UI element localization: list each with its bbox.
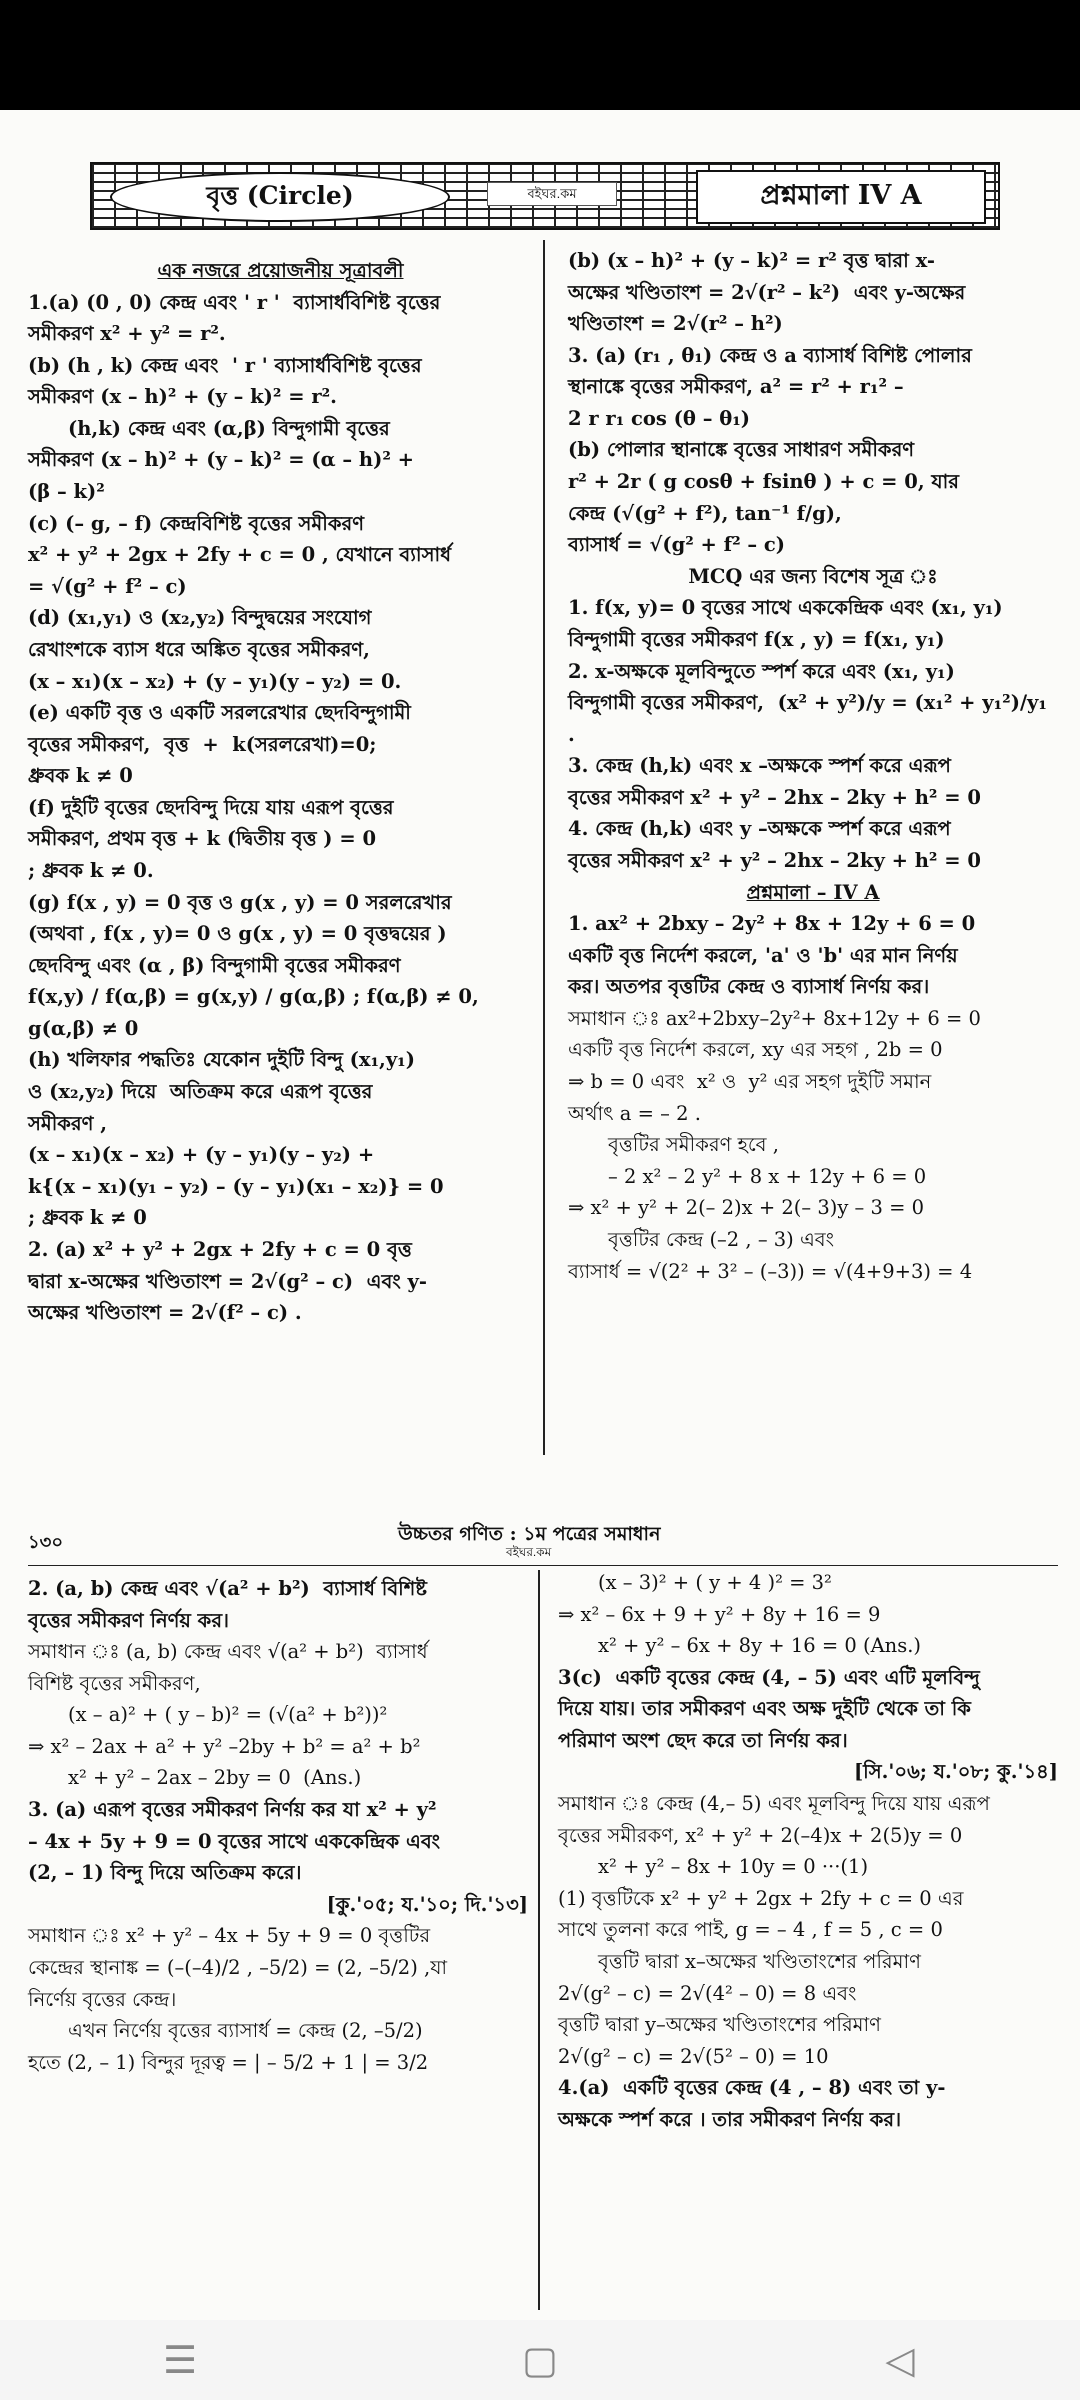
text-line: 1. f(x, y)= 0 বৃত্তের সাথে এককেন্দ্রিক এবং (x₁, y₁) xyxy=(568,596,1003,620)
home-icon[interactable]: ▢ xyxy=(522,2338,558,2382)
text-line: (x – a)² + ( y – b)² = (√(a² + b²))² xyxy=(68,1703,388,1727)
text-line: (x – x₁)(x – x₂) + (y – y₁)(y – y₂) = 0. xyxy=(28,669,402,693)
text-line: 1.(a) (0 , 0) কেন্দ্র এবং ' r ' ব্যাসার্ধবিশিষ্ট বৃত্তের xyxy=(28,290,441,314)
text-line: সমীকরণ , xyxy=(28,1111,108,1135)
text-line: কেন্দ্রের স্থানাঙ্ক = (–(–4)/2 , –5/2) = (2, –5/2) ,যা xyxy=(28,1955,448,1979)
text-line: এক নজরে প্রয়োজনীয় সূত্রাবলী xyxy=(157,259,404,282)
text-line: প্রশ্নমালা – IV A xyxy=(746,880,880,904)
text-line: অক্ষের খণ্ডিতাংশ = 2√(r² – k²) এবং y-অক্ষের xyxy=(568,280,966,304)
text-line: = √(g² + f² – c) xyxy=(28,574,187,598)
text-line: বিন্দুগামী বৃত্তের সমীকরণ f(x , y) = f(x₁, y₁) xyxy=(568,627,945,651)
text-line: (b) (x – h)² + (y – k)² = r² বৃত্ত দ্বারা x- xyxy=(568,249,935,272)
text-line: বিন্দুগামী বৃত্তের সমীকরণ, (x² + y²)/y = (x₁² + y₁²)/y₁ . xyxy=(568,691,1054,746)
text-line: ব্যাসার্ধ = √(g² + f² – c) xyxy=(568,533,786,557)
text-line: ছেদবিন্দু এবং (α , β) বিন্দুগামী বৃত্তের সমীকরণ xyxy=(28,953,401,977)
text-line: সমীকরণ x² + y² = r². xyxy=(28,322,226,346)
text-line: সমাধান ঃ (a, b) কেন্দ্র এবং √(a² + b²) ব্যাসার্ধ xyxy=(28,1640,428,1664)
text-line: 2. (a, b) কেন্দ্র এবং √(a² + b²) ব্যাসার্ধ বিশিষ্ট xyxy=(28,1577,427,1600)
book-subtitle: বইঘর.কম xyxy=(506,1545,552,1559)
text-line: 2√(g² – c) = 2√(5² – 0) = 10 xyxy=(558,2044,829,2068)
text-line: সমীকরণ (x – h)² + (y – k)² = r². xyxy=(28,385,337,409)
text-line: কর। অতপর বৃত্তটির কেন্দ্র ও ব্যাসার্ধ নির্ণয় কর। xyxy=(568,975,930,999)
text-line: বৃত্তটি দ্বারা y–অক্ষের খণ্ডিতাংশের পরিমাণ xyxy=(558,2013,881,2037)
text-line: 3(c) একটি বৃত্তের কেন্দ্র (4, – 5) এবং এটি মূলবিন্দু xyxy=(558,1665,980,1689)
page-header xyxy=(28,1520,1058,1566)
book-title: উচ্চতর গণিত : ১ম পত্রের সমাধান xyxy=(398,1523,661,1545)
text-line: সমাধান ঃ ax²+2bxy–2y²+ 8x+12y + 6 = 0 xyxy=(568,1006,981,1030)
text-line: বৃত্তের সমীকরণ x² + y² – 2hx – 2ky + h² = 0 xyxy=(568,785,981,809)
text-line: পরিমাণ অংশ ছেদ করে তা নির্ণয় কর। xyxy=(558,1728,848,1752)
text-line: f(x,y) / f(α,β) = g(x,y) / g(α,β) ; f(α,β) ≠ 0, g(α,β) ≠ 0 xyxy=(28,985,486,1040)
text-line: স্থানাঙ্কে বৃত্তের সমীকরণ, a² = r² + r₁² – xyxy=(568,375,904,399)
text-line: x² + y² + 2gx + 2fy + c = 0 , যেখানে ব্যাসার্ধ xyxy=(28,543,452,567)
text-line: অক্ষকে স্পর্শ করে । তার সমীকরণ নির্ণয় কর। xyxy=(558,2107,902,2131)
text-line: ⇒ x² + y² + 2(– 2)x + 2(– 3)y – 3 = 0 xyxy=(568,1196,925,1220)
text-line: ⇒ x² – 2ax + a² + y² –2by + b² = a² + b² xyxy=(28,1734,421,1758)
text-line: অর্থাৎ a = – 2 . xyxy=(568,1101,701,1125)
text-line: 4. কেন্দ্র (h,k) এবং y –অক্ষকে স্পর্শ করে এরূপ xyxy=(568,817,951,841)
text-line: (b) (h , k) কেন্দ্র এবং ' r ' ব্যাসার্ধবিশিষ্ট বৃত্তের xyxy=(28,353,422,377)
text-line: বৃত্তের সমীকরণ নির্ণয় কর। xyxy=(28,1608,230,1632)
recents-icon[interactable]: ☰ xyxy=(162,2338,198,2382)
text-line: সমাধান ঃ x² + y² – 4x + 5y + 9 = 0 বৃত্তটির xyxy=(28,1924,431,1948)
text-line: 3. (a) এরূপ বৃত্তের সমীকরণ নির্ণয় কর যা x² + y² xyxy=(28,1798,437,1822)
exercise-title: প্রশ্নমালা IV A xyxy=(696,170,986,224)
text-line: 3. (a) (r₁ , θ₁) কেন্দ্র ও a ব্যাসার্ধ বিশিষ্ট পোলার xyxy=(568,343,972,367)
text-line: 2 r r₁ cos (θ – θ₁) xyxy=(568,406,751,430)
text-line: k{(x – x₁)(y₁ – y₂) – (y – y₁)(x₁ – x₂)} = 0 xyxy=(28,1174,444,1198)
text-line: কেন্দ্র (√(g² + f²), tan⁻¹ f/g), xyxy=(568,501,842,525)
text-line: (x – 3)² + ( y + 4 )² = 3² xyxy=(598,1571,832,1594)
text-line: – 2 x² – 2 y² + 8 x + 12y + 6 = 0 xyxy=(608,1164,927,1188)
text-line: ; ধ্রুবক k ≠ 0 xyxy=(28,1206,147,1230)
chapter-banner xyxy=(90,162,1000,230)
text-line: [কু.'০৫; য.'১০; দি.'১৩] xyxy=(326,1892,528,1916)
text-line: (f) দুইটি বৃত্তের ছেদবিন্দু দিয়ে যায় এরূপ বৃত্তের xyxy=(28,795,394,819)
text-line: সমাধান ঃ কেন্দ্র (4,– 5) এবং মূলবিন্দু দিয়ে যায় এরূপ xyxy=(558,1792,990,1816)
text-line: ও (x₂,y₂) দিয়ে অতিক্রম করে এরূপ বৃত্তের xyxy=(28,1080,373,1104)
text-line: – 4x + 5y + 9 = 0 বৃত্তের সাথে এককেন্দ্রিক এবং xyxy=(28,1829,441,1853)
page1-left-column xyxy=(28,255,533,1329)
text-line: x² + y² – 8x + 10y = 0 ···(1) xyxy=(598,1855,869,1879)
text-line: 3. কেন্দ্র (h,k) এবং x –অক্ষকে স্পর্শ করে এরূপ xyxy=(568,754,951,778)
book-page-top xyxy=(0,110,1080,1505)
text-line: খণ্ডিতাংশ = 2√(r² – h²) xyxy=(568,312,783,336)
text-line: বৃত্তটির সমীকরণ হবে , xyxy=(608,1133,779,1157)
chapter-title: বৃত্ত (Circle) xyxy=(110,172,450,222)
text-line: বৃত্তটি দ্বারা x–অক্ষের খণ্ডিতাংশের পরিমাণ xyxy=(598,1949,921,1973)
text-line: দিয়ে যায়। তার সমীকরণ এবং অক্ষ দুইটি থেকে তা কি xyxy=(558,1697,971,1721)
page-number: ১৩০ xyxy=(28,1532,64,1553)
page2-left-column xyxy=(28,1573,528,2078)
text-line: (1) বৃত্তটিকে x² + y² + 2gx + 2fy + c = 0 এর xyxy=(558,1886,964,1910)
column-divider xyxy=(538,1570,540,2310)
text-line: সমীকরণ (x – h)² + (y – k)² = (α – h)² + xyxy=(28,448,414,472)
page2-right-column xyxy=(558,1567,1058,2135)
text-line: হতে (2, – 1) বিন্দুর দূরত্ব = | – 5/2 + 1 | = 3/2 xyxy=(28,2050,429,2074)
text-line: বিশিষ্ট বৃত্তের সমীকরণ, xyxy=(28,1671,201,1695)
text-line: ⇒ x² – 6x + 9 + y² + 8y + 16 = 9 xyxy=(558,1602,881,1626)
text-line: (b) পোলার স্থানাঙ্কে বৃত্তের সাধারণ সমীকরণ xyxy=(568,438,915,462)
text-line: সাথে তুলনা করে পাই, g = – 4 , f = 5 , c = 0 xyxy=(558,1918,943,1942)
text-line: (β – k)² xyxy=(28,480,105,504)
text-line: বৃত্তটির কেন্দ্র (–2 , – 3) এবং xyxy=(608,1227,835,1251)
text-line: বৃত্তের সমীকরণ x² + y² – 2hx – 2ky + h² = 0 xyxy=(568,848,981,872)
text-line: (x – x₁)(x – x₂) + (y – y₁)(y – y₂) + xyxy=(28,1143,375,1167)
text-line: ধ্রুবক k ≠ 0 xyxy=(28,764,133,788)
text-line: x² + y² – 6x + 8y + 16 = 0 (Ans.) xyxy=(598,1634,922,1658)
banner-watermark: বইঘর.কম xyxy=(487,182,617,206)
text-line: বৃত্তের সমীরকণ, x² + y² + 2(–4)x + 2(5)y = 0 xyxy=(558,1823,963,1847)
text-line: (2, – 1) বিন্দু দিয়ে অতিক্রম করে। xyxy=(28,1861,302,1885)
text-line: এখন নির্ণেয় বৃত্তের ব্যাসার্ধ = কেন্দ্র (2, –5/2) xyxy=(68,2019,423,2043)
text-line: 2. (a) x² + y² + 2gx + 2fy + c = 0 বৃত্ত xyxy=(28,1237,412,1261)
text-line: বৃত্তের সমীকরণ, বৃত্ত + k(সরলরেখা)=0; xyxy=(28,732,377,756)
text-line: দ্বারা x-অক্ষের খণ্ডিতাংশ = 2√(g² – c) এবং y- xyxy=(28,1269,427,1293)
text-line: MCQ এর জন্য বিশেষ সূত্র ঃ xyxy=(688,564,938,588)
text-line: x² + y² – 2ax – 2by = 0 (Ans.) xyxy=(68,1766,362,1790)
text-line: রেখাংশকে ব্যাস ধরে অঙ্কিত বৃত্তের সমীকরণ, xyxy=(28,637,370,661)
text-line: একটি বৃত্ত নির্দেশ করলে, xy এর সহগ , 2b = 0 xyxy=(568,1038,943,1062)
text-line: ; ধ্রুবক k ≠ 0. xyxy=(28,858,154,882)
back-icon[interactable]: ◁ xyxy=(885,2338,915,2382)
text-line: (g) f(x , y) = 0 বৃত্ত ও g(x , y) = 0 সরলরেখার xyxy=(28,890,452,914)
text-line: r² + 2r ( g cosθ + fsinθ ) + c = 0, যার xyxy=(568,470,960,494)
text-line: (d) (x₁,y₁) ও (x₂,y₂) বিন্দুদ্বয়ের সংযোগ xyxy=(28,606,372,630)
text-line: 2√(g² – c) = 2√(4² – 0) = 8 এবং xyxy=(558,1981,857,2005)
text-line: অক্ষের খণ্ডিতাংশ = 2√(f² – c) . xyxy=(28,1301,302,1325)
text-line: সমীকরণ, প্রথম বৃত্ত + k (দ্বিতীয় বৃত্ত ) = 0 xyxy=(28,827,377,851)
column-divider xyxy=(543,240,545,1455)
text-line: একটি বৃত্ত নির্দেশ করলে, 'a' ও 'b' এর মান নির্ণয় xyxy=(568,943,958,967)
book-page-bottom xyxy=(0,1505,1080,2320)
text-line: 1. ax² + 2bxy – 2y² + 8x + 12y + 6 = 0 xyxy=(568,912,976,936)
text-line: 2. x-অক্ষকে মূলবিন্দুতে স্পর্শ করে এবং (x₁, y₁) xyxy=(568,659,955,683)
page1-right-column xyxy=(568,245,1058,1287)
text-line: (অথবা , f(x , y)= 0 ও g(x , y) = 0 বৃত্তদ্বয়ের ) xyxy=(28,922,447,946)
text-line: (c) (– g, – f) কেন্দ্রবিশিষ্ট বৃত্তের সমীকরণ xyxy=(28,511,364,535)
text-line: (h,k) কেন্দ্র এবং (α,β) বিন্দুগামী বৃত্তের xyxy=(68,416,390,440)
text-line: নির্ণেয় বৃত্তের কেন্দ্র। xyxy=(28,1987,177,2011)
status-bar xyxy=(0,0,1080,110)
text-line: ⇒ b = 0 এবং x² ও y² এর সহগ দুইটি সমান xyxy=(568,1070,932,1094)
text-line: (e) একটি বৃত্ত ও একটি সরলরেখার ছেদবিন্দুগামী xyxy=(28,701,411,725)
text-line: ব্যাসার্ধ = √(2² + 3² – (–3)) = √(4+9+3) = 4 xyxy=(568,1259,973,1283)
text-line: [সি.'০৬; য.'০৮; কু.'১৪] xyxy=(853,1760,1058,1784)
text-line: 4.(a) একটি বৃত্তের কেন্দ্র (4 , – 8) এবং তা y- xyxy=(558,2076,946,2100)
text-line: (h) খলিফার পদ্ধতিঃ যেকোন দুইটি বিন্দু (x₁,y₁) xyxy=(28,1048,415,1072)
navigation-bar xyxy=(0,2320,1080,2400)
